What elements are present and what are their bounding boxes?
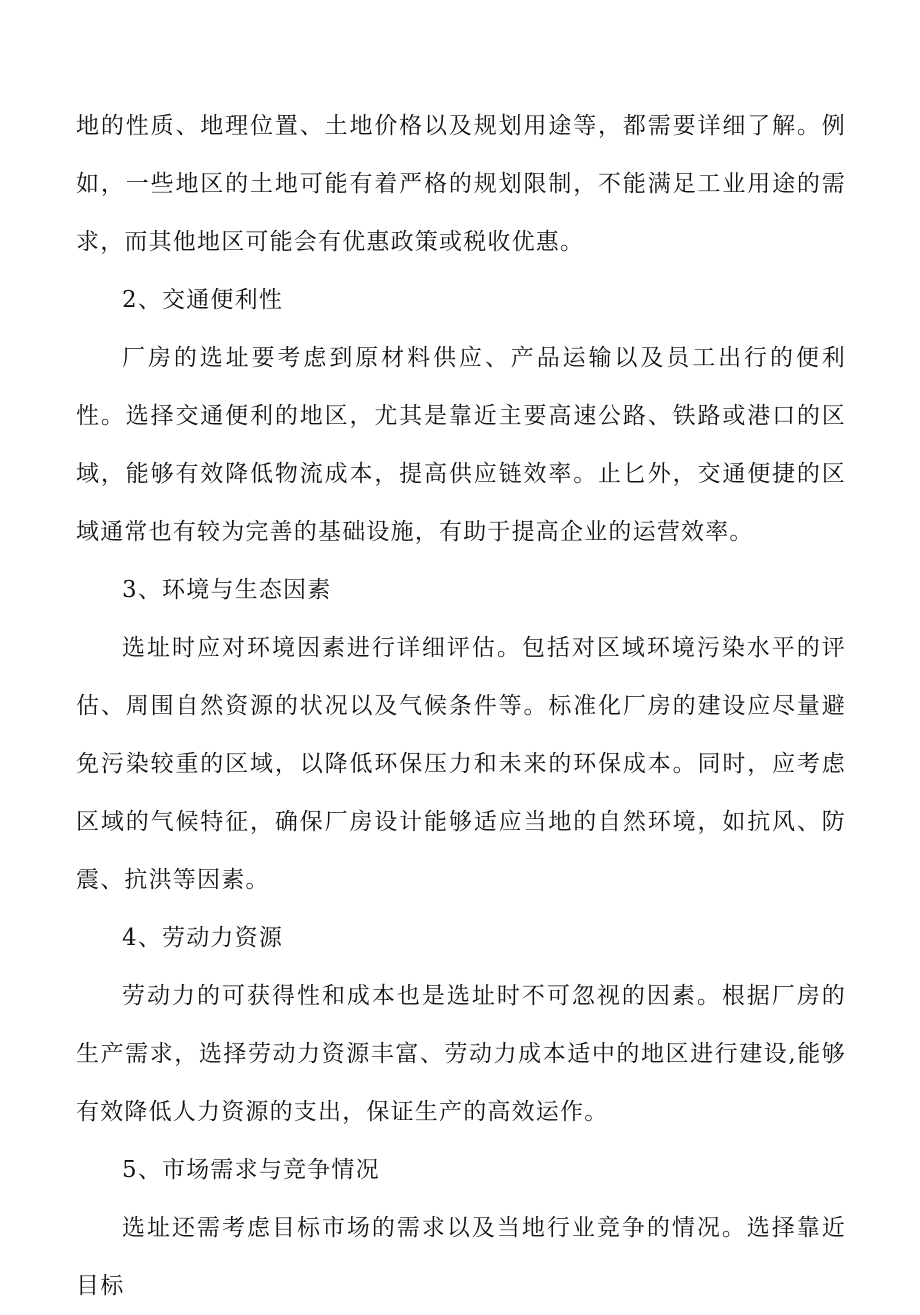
heading-environment: 3、环境与生态因素 — [122, 577, 332, 603]
paragraph-transport: 厂房的选址要考虑到原材料供应、产品运输以及员工出行的便利性。选择交通便利的地区，尤其是靠近主要高速公路、铁路或港口的区域，能够有效降低物流成本，提高供应链效率。止匕外，交通便捷的区域通常也有较为完善的基础设施，有助于提高企业的运营效率。 — [76, 345, 846, 545]
document-body — [76, 97, 846, 1315]
heading-transport: 2、交通便利性 — [122, 287, 284, 313]
paragraph-labor: 劳动力的可获得性和成本也是选址时不可忽视的因素。根据厂房的生产需求，选择劳动力资源丰富、劳动力成本适中的地区进行建设,能够有效降低人力资源的支出，保证生产的高效运作。 — [76, 983, 846, 1125]
heading-labor: 4、劳动力资源 — [122, 925, 284, 951]
paragraph-environment: 选址时应对环境因素进行详细评估。包括对区域环境污染水平的评估、周围自然资源的状况以及气候条件等。标准化厂房的建设应尽量避免污染较重的区域，以降低环保压力和未来的环保成本。同时，应考虑区域的气候特征，确保厂房设计能够适应当地的自然环境，如抗风、防震、抗洪等因素。 — [76, 635, 846, 893]
paragraph-market: 选址还需考虑目标市场的需求以及当地行业竞争的情况。选择靠近目标 — [76, 1215, 846, 1299]
paragraph-land-info: 地的性质、地理位置、土地价格以及规划用途等，都需要详细了解。例如，一些地区的土地可能有着严格的规划限制，不能满足工业用途的需求，而其他地区可能会有优惠政策或税收优惠。 — [76, 113, 846, 255]
heading-market: 5、市场需求与竞争情况 — [122, 1157, 380, 1183]
